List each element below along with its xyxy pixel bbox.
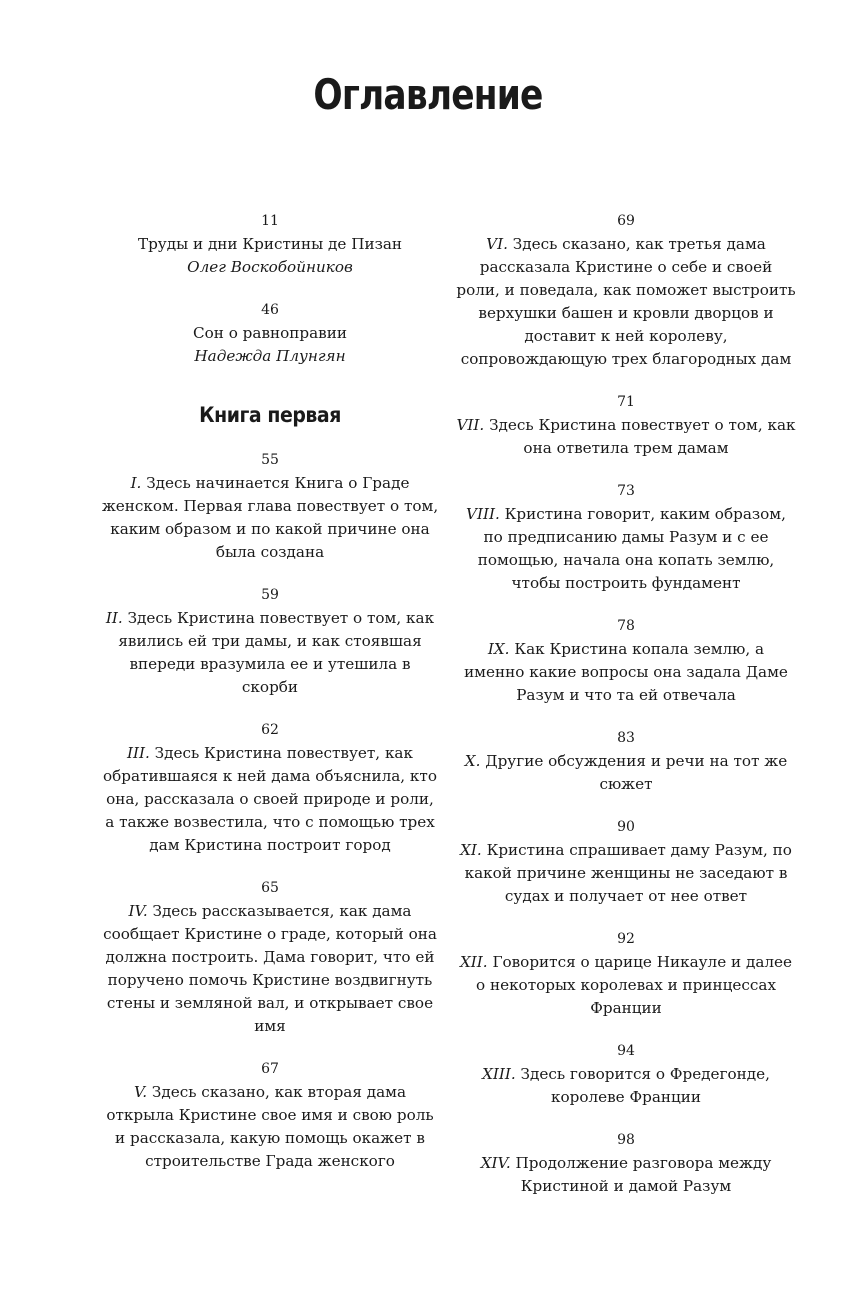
chapter-numeral: I.: [130, 474, 142, 492]
toc-entry-chapter-10[interactable]: [456, 727, 796, 796]
toc-entry-chapter-3[interactable]: [100, 719, 440, 857]
chapter-numeral: VIII.: [466, 505, 500, 523]
chapter-numeral: XIII.: [482, 1065, 516, 1083]
page-number: 83: [617, 730, 635, 746]
entry-title: [456, 638, 796, 707]
chapter-numeral: X.: [464, 752, 481, 770]
chapter-text: Здесь Кристина повествует о том, как явились ей три дамы, и как стоявшая впереди вразумила ее и утешила в скорби: [118, 609, 435, 696]
chapter-numeral: VII.: [456, 416, 485, 434]
chapter-text: Другие обсуждения и речи на тот же сюжет: [485, 752, 788, 793]
entry-title: Сон о равноправии: [193, 324, 347, 342]
toc-entry-chapter-11[interactable]: [456, 816, 796, 908]
toc-entry-chapter-13[interactable]: [456, 1040, 796, 1109]
chapter-text: Здесь рассказывается, как дама сообщает Кристине о граде, который она должна построить. Дама говорит, что ей поручено помочь Кристине воздвигнуть стены и земляной вал, и открывает свое имя: [103, 902, 437, 1035]
entry-title: Труды и дни Кристины де Пизан: [137, 235, 403, 253]
chapter-numeral: XII.: [459, 953, 488, 971]
toc-entry-intro-1[interactable]: [100, 210, 440, 279]
section-heading: Книга первая: [199, 403, 341, 427]
chapter-text: Кристина спрашивает даму Разум, по какой причине женщины не заседают в судах и получает от нее ответ: [464, 841, 792, 905]
entry-title: [456, 414, 796, 460]
toc-entry-chapter-14[interactable]: [456, 1129, 796, 1198]
page-number: 11: [261, 213, 279, 229]
toc-entry-chapter-9[interactable]: [456, 615, 796, 707]
toc-entry-chapter-6[interactable]: [456, 210, 796, 371]
page-number: 46: [261, 302, 279, 318]
chapter-text: Здесь сказано, как вторая дама открыла Кристине свое имя и свою роль и рассказала, какую помощь окажет в строительстве Града женского: [106, 1083, 434, 1170]
toc-entry-chapter-2[interactable]: [100, 584, 440, 699]
chapter-text: Здесь начинается Книга о Граде женском. Первая глава повествует о том, каким образом и по какой причине она была создана: [101, 474, 439, 561]
chapter-numeral: IX.: [487, 640, 510, 658]
entry-title: [100, 472, 440, 564]
chapter-text: Здесь Кристина повествует, как обратившаяся к ней дама объяснила, кто она, рассказала о своей природе и роли, а также возвестила, что с помощью трех дам Кристина построит город: [103, 744, 437, 854]
entry-title: [456, 951, 796, 1020]
entry-title: [456, 750, 796, 796]
chapter-text: Как Кристина копала землю, а именно какие вопросы она задала Даме Разум и что та ей отвечала: [464, 640, 788, 704]
toc-entry-chapter-7[interactable]: [456, 391, 796, 460]
chapter-numeral: V.: [133, 1083, 148, 1101]
page-number: 69: [617, 213, 635, 229]
entry-author: Олег Воскобойников: [187, 258, 353, 276]
entry-title: [100, 607, 440, 699]
page-number: 59: [261, 587, 279, 603]
page-number: 98: [617, 1132, 635, 1148]
entry-title: [456, 1063, 796, 1109]
entry-title: [100, 742, 440, 857]
chapter-numeral: VI.: [486, 235, 508, 253]
chapter-text: Здесь говорится о Фредегонде, королеве Франции: [520, 1065, 770, 1106]
entry-title: [100, 900, 440, 1038]
chapter-numeral: III.: [127, 744, 150, 762]
page-number: 67: [261, 1061, 279, 1077]
chapter-numeral: IV.: [128, 902, 148, 920]
toc-entry-chapter-4[interactable]: [100, 877, 440, 1038]
chapter-numeral: XI.: [460, 841, 482, 859]
chapter-text: Продолжение разговора между Кристиной и дамой Разум: [515, 1154, 772, 1195]
toc-entry-intro-2[interactable]: [100, 299, 440, 368]
page-number: 94: [617, 1043, 635, 1059]
page-number: 71: [617, 394, 635, 410]
toc-entry-chapter-8[interactable]: [456, 480, 796, 595]
toc-entry-chapter-1[interactable]: [100, 449, 440, 564]
chapter-text: Говорится о царице Никауле и далее о некоторых королевах и принцессах Франции: [475, 953, 793, 1017]
page-number: 78: [617, 618, 635, 634]
chapter-text: Кристина говорит, каким образом, по предписанию дамы Разум и с ее помощью, начала она копать землю, чтобы построить фундамент: [477, 505, 786, 592]
page-number: 55: [261, 452, 279, 468]
entry-title: [100, 1081, 440, 1173]
toc-right-column: [456, 210, 796, 1218]
toc-entry-chapter-12[interactable]: [456, 928, 796, 1020]
page-number: 65: [261, 880, 279, 896]
entry-title: [456, 839, 796, 908]
page-number: 90: [617, 819, 635, 835]
chapter-numeral: II.: [105, 609, 123, 627]
entry-title: [456, 233, 796, 371]
page-number: 62: [261, 722, 279, 738]
entry-author: Надежда Плунгян: [194, 347, 346, 365]
page-number: 92: [617, 931, 635, 947]
chapter-numeral: XIV.: [480, 1154, 511, 1172]
page-number: 73: [617, 483, 635, 499]
toc-left-column: [100, 210, 440, 1193]
chapter-text: Здесь Кристина повествует о том, как она ответила трем дамам: [489, 416, 796, 457]
page-title: Оглавление: [313, 70, 543, 119]
toc-entry-chapter-5[interactable]: [100, 1058, 440, 1173]
entry-title: [456, 1152, 796, 1198]
entry-title: [456, 503, 796, 595]
chapter-text: Здесь сказано, как третья дама рассказала Кристине о себе и своей роли, и поведала, как поможет выстроить верхушки башен и кровли дворцов и доставит к ней королеву, сопровождающую трех благородных дам: [456, 235, 796, 368]
